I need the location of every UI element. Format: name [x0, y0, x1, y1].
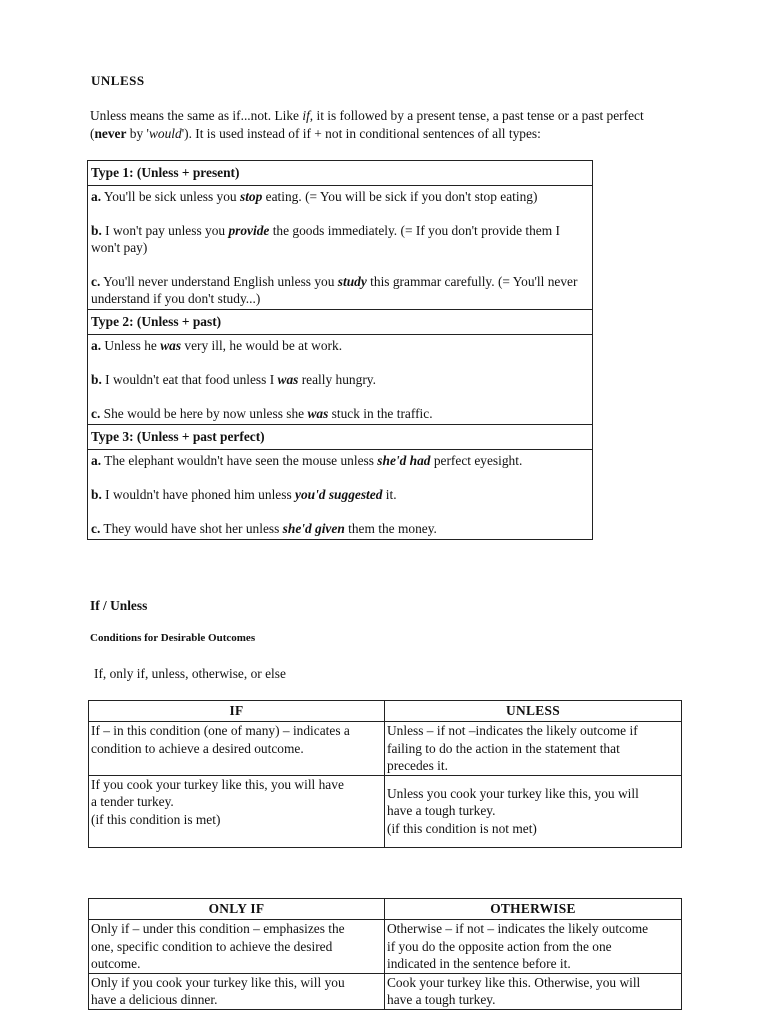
- cell-line: condition to achieve a desired outcome.: [91, 740, 304, 756]
- type-examples-cell: [88, 335, 593, 425]
- cell-line: outcome.: [91, 956, 141, 971]
- cell-line: Unless – if not –indicates the likely outcome if: [387, 723, 638, 738]
- cell-line: Cook your turkey like this. Otherwise, you will: [387, 974, 641, 990]
- type-heading: Type 1: (Unless + present): [88, 161, 593, 186]
- table-cell: [89, 775, 385, 847]
- example-label: a.: [91, 189, 102, 204]
- example-text: perfect eyesight.: [430, 453, 523, 468]
- type-heading-row: [88, 310, 593, 335]
- example-text: really hungry.: [298, 372, 376, 387]
- example: [91, 188, 589, 205]
- column-header: OTHERWISE: [385, 899, 682, 920]
- example-keyword: was: [160, 338, 182, 353]
- cell-line: precedes it.: [387, 758, 448, 773]
- cell-line: Otherwise – if not – indicates the likely outcome: [387, 921, 649, 936]
- type-heading: Type 2: (Unless + past): [88, 310, 593, 335]
- example: [91, 452, 589, 469]
- page-title: UNLESS: [91, 73, 145, 88]
- if-unless-table: [88, 700, 682, 848]
- example-text: She would be here by now unless she: [100, 406, 308, 421]
- example-text: very ill, he would be at work.: [181, 338, 343, 353]
- unless-types-table: [87, 160, 593, 540]
- example-keyword: study: [337, 274, 367, 289]
- column-header: UNLESS: [385, 701, 682, 722]
- example: [91, 337, 589, 354]
- table-cell: [89, 973, 385, 1009]
- example-keyword: stop: [239, 189, 263, 204]
- example-text: it.: [382, 487, 397, 502]
- cell-line: Only if you cook your turkey like this, will you: [91, 974, 345, 990]
- cell-line: failing to do the action in the statement that: [387, 740, 620, 756]
- type-examples-row: [88, 335, 593, 425]
- example-text: stuck in the traffic.: [328, 406, 433, 421]
- example-text: I wouldn't eat that food unless I: [101, 372, 278, 387]
- example: [91, 222, 589, 256]
- section-title: If / Unless: [90, 598, 148, 613]
- table-row: [89, 920, 682, 974]
- example-text: this grammar carefully. (= You'll never understand if you don't study...): [91, 274, 578, 306]
- example-label: a.: [91, 338, 102, 353]
- type-examples-row: [88, 186, 593, 310]
- column-header: IF: [89, 701, 385, 722]
- example-text: They would have shot her unless: [100, 521, 283, 536]
- type-examples-row: [88, 450, 593, 540]
- example: [91, 405, 589, 422]
- example-text: I wouldn't have phoned him unless: [101, 487, 295, 502]
- cell-line: if you do the opposite action from the one: [387, 938, 612, 954]
- table-row: [89, 775, 682, 847]
- example-keyword: was: [307, 406, 329, 421]
- example-text: You'll never understand English unless you: [100, 274, 338, 289]
- table-cell: [385, 775, 682, 847]
- example-text: the goods immediately. (= If you don't provide them I won't pay): [91, 223, 560, 255]
- cell-line: one, specific condition to achieve the desired: [91, 938, 333, 954]
- cell-line: (if this condition is met): [91, 811, 221, 827]
- example-keyword: you'd suggested: [295, 487, 383, 502]
- type-heading-row: [88, 161, 593, 186]
- column-header: ONLY IF: [89, 899, 385, 920]
- table-row: [89, 722, 682, 776]
- intro-would: would: [148, 126, 182, 141]
- example-label: b.: [91, 372, 102, 387]
- example-text: eating. (= You will be sick if you don't stop eating): [262, 189, 538, 204]
- cell-line: Unless you cook your turkey like this, you will: [387, 785, 639, 801]
- subsection-title: Conditions for Desirable Outcomes: [90, 632, 256, 644]
- table-row: [89, 973, 682, 1009]
- example: [91, 520, 589, 537]
- type-heading: Type 3: (Unless + past perfect): [88, 425, 593, 450]
- example: [91, 486, 589, 503]
- example-keyword: was: [277, 372, 299, 387]
- intro-text: Unless means the same as if...not. Like: [90, 108, 303, 123]
- cell-line: (if this condition is not met): [387, 820, 537, 836]
- type-heading-row: [88, 425, 593, 450]
- table-header-row: [89, 899, 682, 920]
- example-text: them the money.: [344, 521, 437, 536]
- example: [91, 273, 589, 307]
- example-text: Unless he: [101, 338, 161, 353]
- cell-line: If – in this condition (one of many) – indicates a: [91, 723, 350, 738]
- cell-line: have a tough turkey.: [387, 992, 496, 1007]
- only-if-otherwise-table: [88, 898, 682, 1010]
- example-label: b.: [91, 487, 102, 502]
- example: [91, 371, 589, 388]
- table-cell: [385, 920, 682, 974]
- conjunction-list: If, only if, unless, otherwise, or else: [94, 666, 286, 681]
- intro-paragraph: [90, 107, 680, 143]
- type-examples-cell: [88, 186, 593, 310]
- cell-line: If you cook your turkey like this, you will have: [91, 776, 344, 792]
- example-text: I won't pay unless you: [101, 223, 229, 238]
- intro-if-word: if: [302, 108, 310, 123]
- cell-line: have a delicious dinner.: [91, 992, 218, 1007]
- intro-by: by ': [126, 126, 149, 141]
- table-cell: [89, 920, 385, 974]
- intro-never: never: [94, 126, 127, 141]
- example-label: c.: [91, 521, 101, 536]
- example-label: b.: [91, 223, 102, 238]
- type-examples-cell: [88, 450, 593, 540]
- table-cell: [89, 722, 385, 776]
- example-keyword: she'd given: [282, 521, 345, 536]
- table-header-row: [89, 701, 682, 722]
- example-text: The elephant wouldn't have seen the mouse unless: [101, 453, 378, 468]
- cell-line: a tender turkey.: [91, 794, 174, 809]
- example-label: c.: [91, 406, 101, 421]
- example-label: a.: [91, 453, 102, 468]
- intro-rest: '). It is used instead of if + not in conditional sentences of all types:: [181, 126, 541, 141]
- example-label: c.: [91, 274, 101, 289]
- cell-line: indicated in the sentence before it.: [387, 956, 571, 971]
- intro-text-2: , it is followed by a present tense, a past tense or a past perfect (: [90, 108, 644, 141]
- table-cell: [385, 973, 682, 1009]
- example-text: You'll be sick unless you: [101, 189, 240, 204]
- cell-line: have a tough turkey.: [387, 803, 496, 818]
- table-cell: [385, 722, 682, 776]
- example-keyword: provide: [228, 223, 270, 238]
- example-keyword: she'd had: [377, 453, 431, 468]
- cell-line: Only if – under this condition – emphasizes the: [91, 921, 345, 936]
